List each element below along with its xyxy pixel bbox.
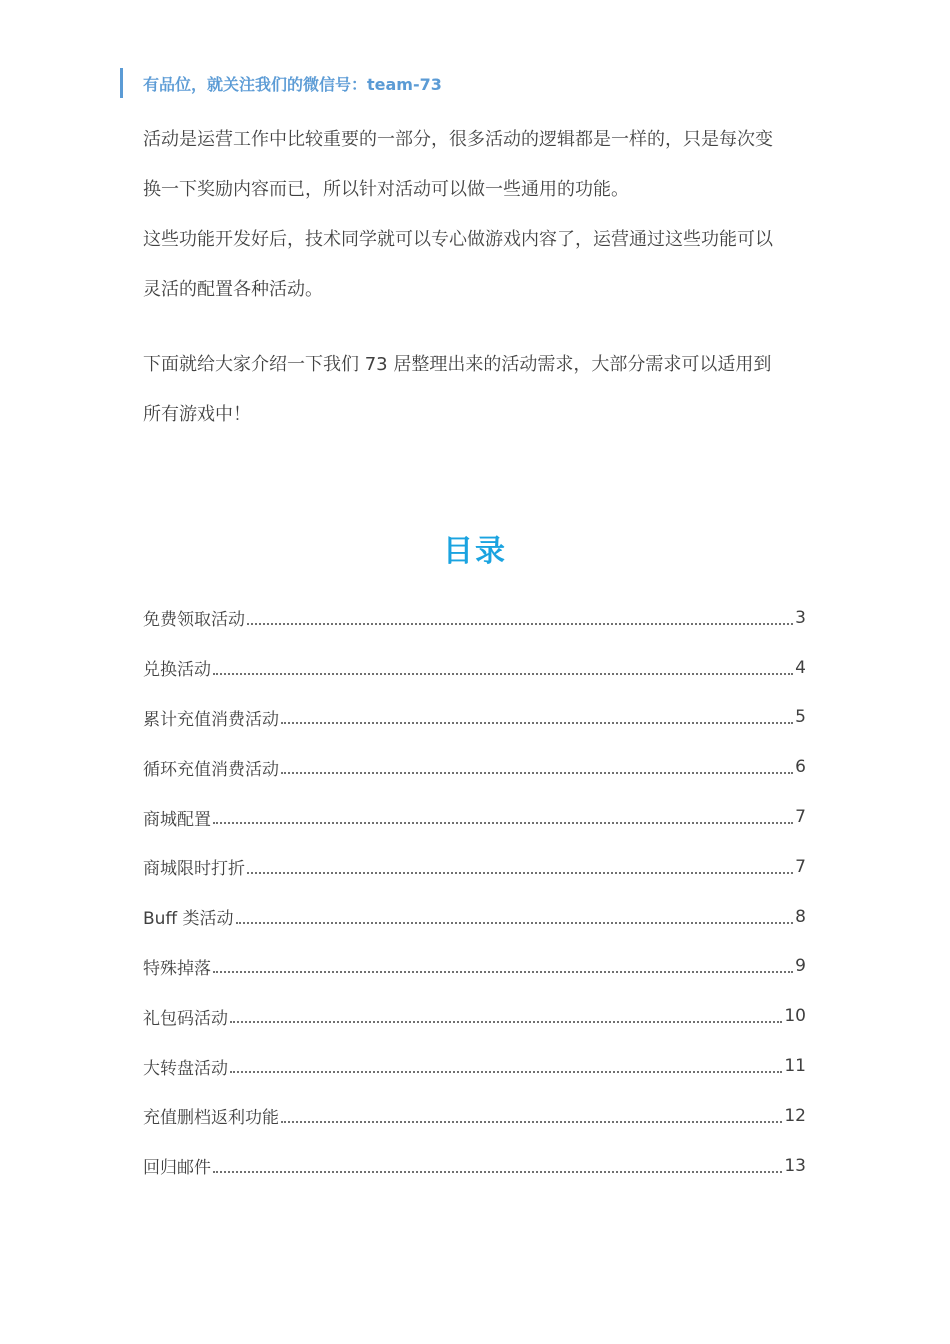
toc-entry-page: 3	[795, 607, 806, 628]
toc-entry-label: 充值删档返利功能	[143, 1108, 279, 1129]
toc-leader-dots	[236, 922, 794, 924]
toc-entry-page: 10	[784, 1006, 806, 1027]
toc-entry-page: 8	[795, 906, 806, 927]
intro-line-2: 换一下奖励内容而已，所以针对活动可以做一些通用的功能。	[143, 179, 629, 200]
toc-leader-dots	[247, 623, 793, 625]
toc-entry[interactable]	[143, 991, 806, 1041]
toc-entry-page: 9	[795, 956, 806, 977]
toc-leader-dots	[213, 673, 793, 675]
page-header	[120, 68, 442, 98]
intro-line-6: 所有游戏中！	[143, 404, 251, 425]
toc-entry-label: Buff 类活动	[143, 909, 234, 930]
toc-entry[interactable]	[143, 892, 806, 942]
intro-line-5: 下面就给大家介绍一下我们 73 居整理出来的活动需求，大部分需求可以适用到	[143, 354, 772, 375]
toc-entry-page: 5	[795, 707, 806, 728]
toc-entry[interactable]	[143, 742, 806, 792]
toc-entry-label: 回归邮件	[143, 1158, 211, 1179]
toc-leader-dots	[281, 772, 793, 774]
toc-entry[interactable]	[143, 842, 806, 892]
toc-entry[interactable]	[143, 693, 806, 743]
toc-entry[interactable]	[143, 1141, 806, 1191]
intro-line-4: 灵活的配置各种活动。	[143, 279, 323, 300]
intro-line-1: 活动是运营工作中比较重要的一部分，很多活动的逻辑都是一样的，只是每次变	[143, 129, 773, 150]
toc-entry-page: 6	[795, 757, 806, 778]
toc-entry-page: 13	[784, 1155, 806, 1176]
toc-entry-label: 循环充值消费活动	[143, 759, 279, 780]
toc-entry-page: 7	[795, 807, 806, 828]
toc-entry-page: 4	[795, 657, 806, 678]
toc-leader-dots	[213, 1171, 782, 1173]
toc-entry-label: 大转盘活动	[143, 1058, 228, 1079]
toc-entry-page: 11	[784, 1056, 806, 1077]
toc-entry-label: 累计充值消费活动	[143, 709, 279, 730]
toc-entry[interactable]	[143, 593, 806, 643]
toc-entry-label: 兑换活动	[143, 660, 211, 681]
toc-title: 目录	[443, 534, 507, 569]
toc-list	[143, 593, 806, 1191]
toc-leader-dots	[230, 1021, 782, 1023]
toc-leader-dots	[213, 971, 793, 973]
toc-leader-dots	[281, 1121, 782, 1123]
header-text: 有品位，就关注我们的微信号：team-73	[143, 74, 442, 94]
toc-entry-label: 商城限时打折	[143, 859, 245, 880]
toc-leader-dots	[230, 1071, 782, 1073]
toc-entry[interactable]	[143, 942, 806, 992]
toc-entry[interactable]	[143, 1091, 806, 1141]
toc-entry-label: 商城配置	[143, 809, 211, 830]
toc-entry-label: 特殊掉落	[143, 958, 211, 979]
toc-leader-dots	[247, 872, 793, 874]
toc-leader-dots	[281, 722, 793, 724]
toc-entry[interactable]	[143, 1041, 806, 1091]
toc-entry[interactable]	[143, 792, 806, 842]
toc-entry-page: 7	[795, 856, 806, 877]
toc-entry[interactable]	[143, 643, 806, 693]
intro-line-3: 这些功能开发好后，技术同学就可以专心做游戏内容了，运营通过这些功能可以	[143, 229, 773, 250]
toc-entry-label: 免费领取活动	[143, 610, 245, 631]
toc-entry-page: 12	[784, 1105, 806, 1126]
toc-leader-dots	[213, 822, 793, 824]
toc-entry-label: 礼包码活动	[143, 1008, 228, 1029]
